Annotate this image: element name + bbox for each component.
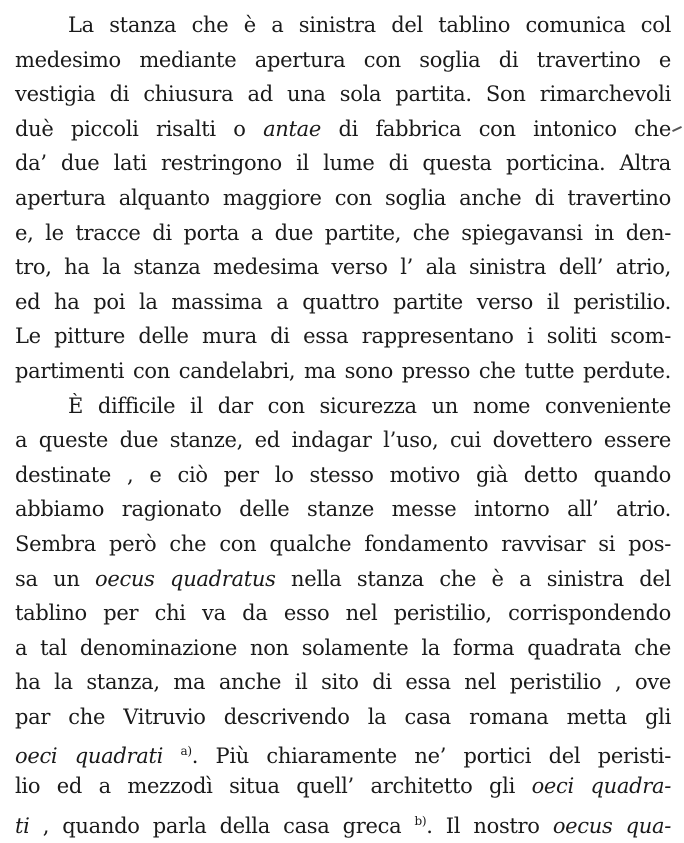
text-segment: ha la stanza, ma anche il sito di essa nel peristilio , ove	[15, 670, 671, 695]
text-line	[15, 181, 671, 216]
paragraph	[15, 8, 671, 389]
text-line	[15, 562, 671, 597]
text-segment: vestigia di chiusura ad una sola partita. Son rimarchevoli	[15, 82, 671, 107]
text-segment: . Più chiaramente ne’ portici del peristi-	[191, 744, 671, 769]
text-segment: tablino per chi va da esso nel peristilio, corrispondendo	[15, 601, 671, 626]
text-segment: destinate , e ciò per lo stesso motivo già detto quando	[15, 462, 671, 487]
margin-mark	[672, 126, 682, 132]
text-segment: lio ed a mezzodì situa quell’ architetto gli	[15, 774, 532, 799]
text-line	[15, 458, 671, 493]
text-segment: . Il nostro	[426, 813, 553, 838]
italic-term: antae	[263, 116, 322, 141]
text-segment: Sembra però che con qualche fondamento ravvisar si pos-	[15, 531, 671, 556]
text-line	[15, 769, 671, 804]
text-segment: , quando parla della casa greca	[29, 813, 415, 838]
text-line	[15, 8, 671, 43]
italic-term: ti	[15, 813, 30, 838]
text-segment: nella stanza che è a sinistra del	[275, 566, 671, 591]
text-line	[15, 804, 671, 839]
text-line	[15, 492, 671, 527]
text-segment: par che Vitruvio descrivendo la casa romana metta gli	[15, 704, 671, 729]
italic-term: oeci quadrati	[15, 744, 164, 769]
text-line	[15, 734, 671, 769]
text-line	[15, 596, 671, 631]
text-segment: partimenti con candelabri, ma sono presso che tutte perdute.	[15, 358, 671, 383]
text-line	[15, 389, 671, 424]
text-line	[15, 285, 671, 320]
text-line	[15, 216, 671, 251]
text-segment: sa un	[15, 566, 95, 591]
text-segment: a queste due stanze, ed indagar l’uso, cui dovettero essere	[15, 428, 671, 453]
text-segment: e, le tracce di porta a due partite, che spiegavansi in den-	[15, 220, 671, 245]
text-segment: da’ due lati restringono il lume di questa porticina. Altra	[15, 151, 671, 176]
text-line	[15, 112, 671, 147]
text-line	[15, 631, 671, 666]
footnote-marker: a)	[180, 744, 192, 759]
document-page	[15, 8, 671, 838]
text-line	[15, 319, 671, 354]
text-segment: a tal denominazione non solamente la forma quadrata che	[15, 635, 671, 660]
text-line	[15, 146, 671, 181]
text-segment: tro, ha la stanza medesima verso l’ ala sinistra dell’ atrio,	[15, 255, 671, 280]
text-segment: medesimo mediante apertura con soglia di travertino e	[15, 47, 671, 72]
text-line	[15, 423, 671, 458]
text-segment: ed ha poi la massima a quattro partite verso il peristilio.	[15, 289, 671, 314]
italic-term: oecus qua-	[552, 813, 671, 838]
text-segment: duè piccoli risalti o	[15, 116, 264, 141]
text-segment: Le pitture delle mura di essa rappresentano i soliti scom-	[15, 324, 671, 349]
paragraph	[15, 389, 671, 839]
text-line	[15, 43, 671, 78]
text-segment: abbiamo ragionato delle stanze messe intorno all’ atrio.	[15, 497, 671, 522]
text-segment: È difficile il dar con sicurezza un nome conveniente	[68, 393, 671, 418]
text-line	[15, 665, 671, 700]
text-line	[15, 77, 671, 112]
italic-term: oecus quadratus	[95, 566, 276, 591]
italic-term: oeci quadra-	[531, 774, 671, 799]
text-line	[15, 354, 671, 389]
text-segment: apertura alquanto maggiore con soglia anche di travertino	[15, 185, 671, 210]
footnote-marker: b)	[414, 813, 427, 828]
text-line	[15, 250, 671, 285]
text-line	[15, 700, 671, 735]
text-segment: di fabbrica con intonico che	[321, 116, 671, 141]
text-segment: La stanza che è a sinistra del tablino comunica col	[68, 13, 671, 37]
text-line	[15, 527, 671, 562]
text-segment	[163, 744, 180, 768]
